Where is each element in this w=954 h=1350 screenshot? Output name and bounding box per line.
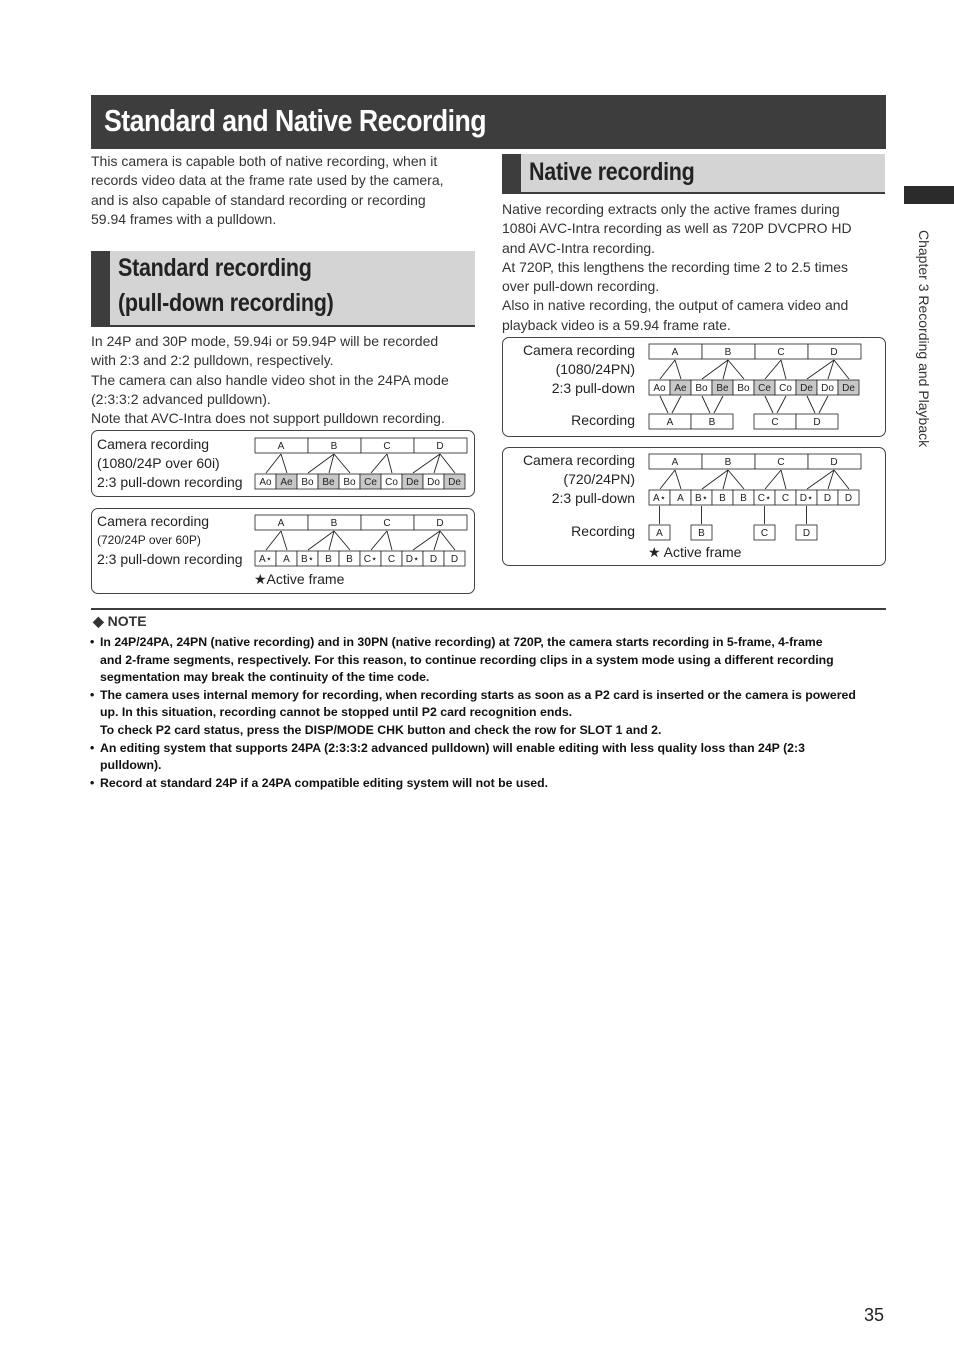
note-line: The camera uses internal memory for recording, when recording starts as soon as a P2 card is inserted or the camera is powered <box>100 687 856 702</box>
field-label: Ao <box>259 477 272 488</box>
page-title: Standard and Native Recording <box>104 103 487 138</box>
recorded-frame-label: B <box>698 528 705 539</box>
frame-label: C <box>383 518 391 529</box>
note-item <box>90 687 890 740</box>
recorded-frame-label: A <box>666 417 674 428</box>
frame-label: D <box>830 347 838 358</box>
field-label: De <box>800 383 813 394</box>
field-label: C <box>387 554 396 565</box>
field-label: Do <box>821 383 834 394</box>
field-label: Be <box>322 477 335 488</box>
intro-line: records video data at the frame rate used by the camera, <box>91 172 444 189</box>
diagram-label-line: (1080/24P over 60i) <box>97 455 220 471</box>
field-label: Be <box>716 383 729 394</box>
note-list <box>90 634 890 792</box>
intro-line: 59.94 frames with a pulldown. <box>91 210 277 227</box>
bullet-icon: • <box>90 687 95 702</box>
field-label: D <box>450 554 459 565</box>
field-label: B <box>740 493 747 504</box>
native-line: 1080i AVC-Intra recording as well as 720P DVCPRO HD <box>502 220 852 237</box>
native-line: playback video is a 59.94 frame rate. <box>502 316 731 333</box>
standard-section-heading <box>91 251 475 327</box>
field-label: D <box>823 493 832 504</box>
standard-heading-line1: Standard recording <box>118 254 312 282</box>
field-label: C⋆ <box>757 493 772 504</box>
field-label: Ce <box>364 477 377 488</box>
field-label: De <box>448 477 461 488</box>
note-item <box>90 634 890 687</box>
heading-accent-bar <box>91 251 110 325</box>
field-label: D <box>844 493 853 504</box>
bullet-icon: • <box>90 775 95 790</box>
field-label: Co <box>779 383 792 394</box>
diagram-label-line: (1080/24PN) <box>555 361 635 377</box>
recorded-frame-label: C <box>760 528 769 539</box>
diagram-label-line: 2:3 pull-down <box>551 380 635 396</box>
standard-paragraph <box>91 332 481 428</box>
frame-label: C <box>383 441 391 452</box>
recorded-frame-label: C <box>771 417 779 428</box>
active-frame-legend: ★Active frame <box>254 571 345 587</box>
recorded-frame-label: D <box>813 417 821 428</box>
native-pulldown-svg <box>647 342 863 432</box>
standard-line: (2:3:3:2 advanced pulldown). <box>91 390 271 407</box>
field-label: Bo <box>695 383 708 394</box>
diagram-label <box>508 341 635 398</box>
standard-heading-line2: (pull-down recording) <box>118 289 334 317</box>
field-label: A <box>283 554 290 565</box>
diagram-label <box>97 512 243 569</box>
frame-label: B <box>330 518 338 529</box>
native-heading: Native recording <box>529 158 695 186</box>
recorded-frame-label: A <box>656 528 663 539</box>
note-line: segmentation may break the continuity of the time code. <box>100 670 430 685</box>
frame-label: C <box>777 347 785 358</box>
chapter-label: Chapter 3 Recording and Playback <box>916 230 932 448</box>
native-section-heading <box>502 154 885 194</box>
page-title-bar <box>91 95 886 149</box>
pulldown-svg <box>253 513 469 569</box>
bullet-icon: • <box>90 740 95 755</box>
field-label: De <box>406 477 419 488</box>
frame-label: D <box>436 518 444 529</box>
diagram-label <box>97 435 243 492</box>
standard-line: Note that AVC-Intra does not support pulldown recording. <box>91 410 445 427</box>
recording-label: Recording <box>571 523 635 539</box>
field-label: D⋆ <box>405 554 420 565</box>
field-label: A⋆ <box>653 493 666 504</box>
intro-line: This camera is capable both of native recording, when it <box>91 153 438 169</box>
recorded-frame-label: B <box>708 417 716 428</box>
diagram-label <box>508 451 635 508</box>
native-line: At 720P, this lengthens the recording time 2 to 2.5 times <box>502 258 849 275</box>
native-line: Also in native recording, the output of camera video and <box>502 297 849 314</box>
page-number: 35 <box>864 1305 885 1325</box>
frame-label: D <box>436 441 444 452</box>
native-pulldown-svg <box>647 452 863 542</box>
field-label: Ae <box>280 477 293 488</box>
standard-line: In 24P and 30P mode, 59.94i or 59.94P will be recorded <box>91 333 439 349</box>
frame-label: B <box>330 441 338 452</box>
field-label: A⋆ <box>259 554 272 565</box>
active-frame-legend: ★ Active frame <box>648 544 742 560</box>
field-label: Co <box>385 477 398 488</box>
recorded-frame-label: D <box>802 528 811 539</box>
field-label: C <box>781 493 790 504</box>
diagram-label-line: Camera recording <box>97 436 210 452</box>
frame-label: C <box>777 457 785 468</box>
field-label: Bo <box>301 477 314 488</box>
intro-paragraph <box>91 152 486 229</box>
frame-label: D <box>830 457 838 468</box>
frame-label: B <box>724 457 732 468</box>
native-line: Native recording extracts only the active frames during <box>502 201 840 217</box>
field-label: B⋆ <box>695 493 708 504</box>
note-line: and 2-frame segments, respectively. For this reason, to continue recording clips in a system mode using a different recording <box>100 652 834 667</box>
field-label: Do <box>427 477 440 488</box>
field-label: D⋆ <box>799 493 814 504</box>
diagram-label-line: 2:3 pull-down recording <box>97 551 243 567</box>
note-line: pulldown). <box>100 758 162 773</box>
note-line: Record at standard 24P if a 24PA compatible editing system will not be used. <box>100 775 549 790</box>
field-label: B <box>719 493 726 504</box>
diagram-label-line: (720/24P over 60P) <box>97 533 201 547</box>
frame-label: A <box>671 347 679 358</box>
note-heading: ◆ NOTE <box>93 613 147 629</box>
frame-label: B <box>724 347 732 358</box>
frame-label: A <box>671 457 679 468</box>
field-label: D <box>429 554 438 565</box>
intro-line: and is also capable of standard recording or recording <box>91 191 426 208</box>
field-label: Ae <box>674 383 687 394</box>
diagram-label-line: (720/24PN) <box>563 471 635 487</box>
diagram-label-line: Camera recording <box>522 342 635 358</box>
standard-line: The camera can also handle video shot in the 24PA mode <box>91 371 449 388</box>
diagram-label-line: 2:3 pull-down <box>551 490 635 506</box>
field-label: B⋆ <box>301 554 314 565</box>
field-label: C⋆ <box>363 554 378 565</box>
field-label: Ao <box>653 383 666 394</box>
field-label: Ce <box>758 383 771 394</box>
field-label: De <box>842 383 855 394</box>
note-divider <box>91 608 886 610</box>
field-label: B <box>325 554 332 565</box>
frame-label: A <box>277 441 285 452</box>
diagram-label-line: Camera recording <box>97 513 210 529</box>
bullet-icon: • <box>90 635 95 649</box>
field-label: Bo <box>737 383 750 394</box>
native-line: and AVC-Intra recording. <box>502 239 656 256</box>
native-line: over pull-down recording. <box>502 278 660 295</box>
native-paragraph <box>502 200 886 335</box>
note-line: To check P2 card status, press the DISP/MODE CHK button and check the row for SLOT 1 and 2. <box>100 722 662 737</box>
standard-line: with 2:3 and 2:2 pulldown, respectively. <box>91 352 334 369</box>
note-line: up. In this situation, recording cannot be stopped until P2 card recognition ends. <box>100 705 573 720</box>
note-item <box>90 740 890 775</box>
field-label: A <box>677 493 684 504</box>
diagram-label-line: Camera recording <box>522 452 635 468</box>
field-label: Bo <box>343 477 356 488</box>
pulldown-svg <box>253 436 469 492</box>
diagram-label-line: 2:3 pull-down recording <box>97 474 243 490</box>
note-line: In 24P/24PA, 24PN (native recording) and in 30PN (native recording) at 720P, the camera starts recording in 5-frame, 4-frame <box>100 635 823 649</box>
chapter-tab-marker <box>904 186 954 204</box>
note-item <box>90 775 890 793</box>
field-label: B <box>346 554 353 565</box>
note-line: An editing system that supports 24PA (2:3:3:2 advanced pulldown) will enable editing with less quality loss than 24P (2:3 <box>100 740 805 755</box>
heading-accent-bar <box>502 154 521 192</box>
frame-label: A <box>277 518 285 529</box>
recording-label: Recording <box>571 412 635 428</box>
